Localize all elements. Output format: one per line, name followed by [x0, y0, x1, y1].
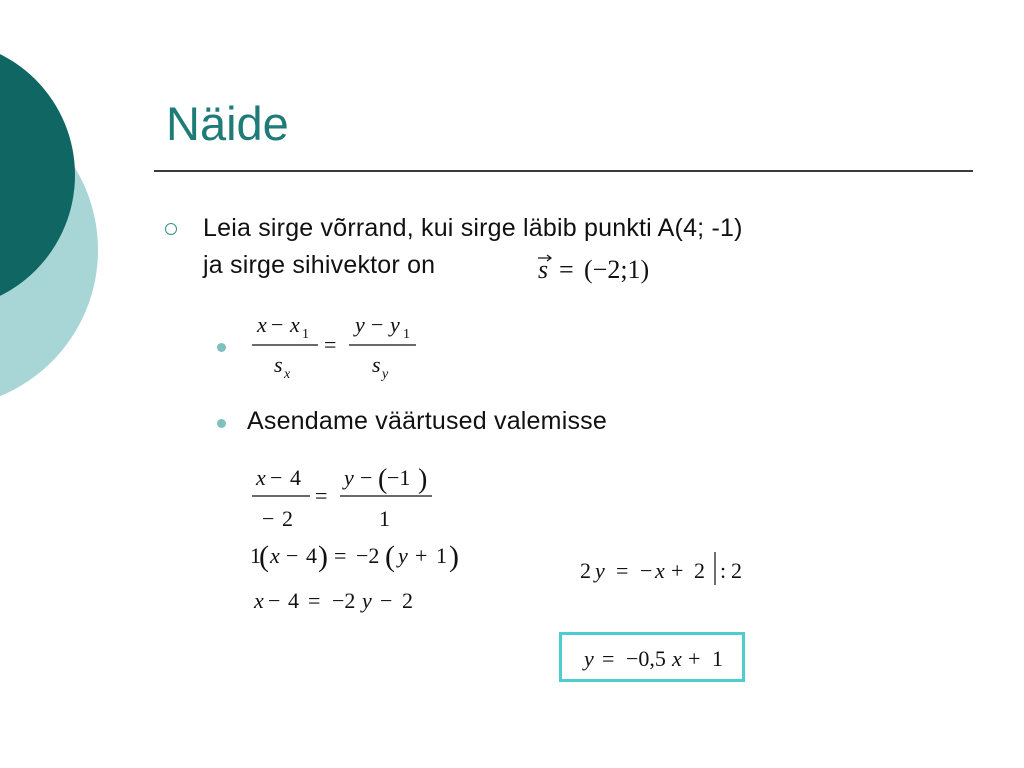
svg-text:): )	[318, 540, 328, 573]
canonical-equation	[0, 0, 416, 382]
svg-text:−: −	[380, 588, 393, 613]
svg-text:(: (	[259, 540, 269, 573]
svg-text:=: =	[334, 543, 347, 568]
svg-text:=: =	[559, 255, 574, 284]
svg-text:(: (	[378, 464, 388, 495]
svg-text:−0,5: −0,5	[626, 646, 666, 671]
svg-text:s: s	[274, 352, 283, 377]
svg-text:=: =	[324, 332, 337, 357]
slide-title: Näide	[166, 97, 289, 150]
svg-text:−: −	[262, 506, 275, 531]
svg-text:2: 2	[731, 558, 742, 583]
svg-text:y: y	[398, 543, 408, 568]
svg-text:y: y	[390, 312, 400, 337]
svg-text:y: y	[595, 558, 605, 583]
svg-text:1: 1	[712, 646, 723, 671]
answer-highlight-box	[559, 632, 745, 682]
vector-formula	[0, 0, 649, 284]
svg-text:x: x	[270, 543, 280, 568]
svg-text:−1: −1	[387, 465, 411, 490]
svg-text:−2: −2	[332, 588, 356, 613]
svg-text:s: s	[372, 352, 381, 377]
svg-text:2: 2	[282, 506, 293, 531]
svg-text:=: =	[616, 558, 629, 583]
svg-text:y: y	[382, 367, 389, 382]
svg-text:+: +	[688, 646, 701, 671]
svg-text:y: y	[584, 646, 594, 671]
svg-text:=: =	[602, 646, 615, 671]
svg-text:2: 2	[694, 558, 705, 583]
svg-text:−: −	[371, 312, 384, 337]
svg-text:−: −	[640, 558, 653, 583]
svg-text:1: 1	[436, 543, 447, 568]
svg-text:−: −	[286, 543, 299, 568]
svg-text:): )	[418, 464, 428, 495]
svg-text:s: s	[538, 255, 549, 284]
bullet-text-line2: ja sirge sihivektor on	[203, 251, 436, 279]
svg-text:=: =	[315, 483, 328, 508]
svg-text:−: −	[270, 465, 283, 490]
svg-text:(−2;1): (−2;1)	[584, 255, 650, 284]
svg-text:−: −	[268, 588, 281, 613]
svg-text:4: 4	[288, 588, 299, 613]
svg-text::: :	[720, 558, 727, 583]
svg-text:x: x	[290, 312, 300, 337]
svg-text:x: x	[254, 588, 264, 613]
svg-text:+: +	[415, 543, 428, 568]
step-2	[0, 0, 413, 613]
svg-text:x: x	[284, 367, 291, 382]
svg-text:−2: −2	[356, 543, 380, 568]
svg-text:x: x	[655, 558, 665, 583]
svg-text:4: 4	[306, 543, 317, 568]
svg-text:−: −	[360, 465, 373, 490]
svg-text:1: 1	[250, 543, 261, 568]
substituted-equation	[0, 0, 432, 531]
svg-text:y: y	[362, 588, 372, 613]
svg-text:4: 4	[290, 465, 301, 490]
sub-bullet-text: Asendame väärtused valemisse	[247, 407, 607, 435]
svg-text:y: y	[355, 312, 365, 337]
svg-text:y: y	[344, 465, 354, 490]
svg-text:2: 2	[402, 588, 413, 613]
svg-text:x: x	[257, 312, 267, 337]
svg-text:1: 1	[379, 506, 390, 531]
svg-text:): )	[449, 540, 459, 573]
svg-text:(: (	[385, 540, 395, 573]
svg-text:−: −	[271, 312, 284, 337]
bullet-text-line1: Leia sirge võrrand, kui sirge läbib punkti A(4; -1)	[203, 214, 743, 242]
svg-text:x: x	[672, 646, 682, 671]
svg-text:x: x	[256, 465, 266, 490]
svg-text:1: 1	[302, 327, 309, 342]
svg-text:+: +	[671, 558, 684, 583]
svg-text:=: =	[308, 588, 321, 613]
svg-text:2: 2	[580, 558, 591, 583]
svg-text:1: 1	[403, 327, 410, 342]
